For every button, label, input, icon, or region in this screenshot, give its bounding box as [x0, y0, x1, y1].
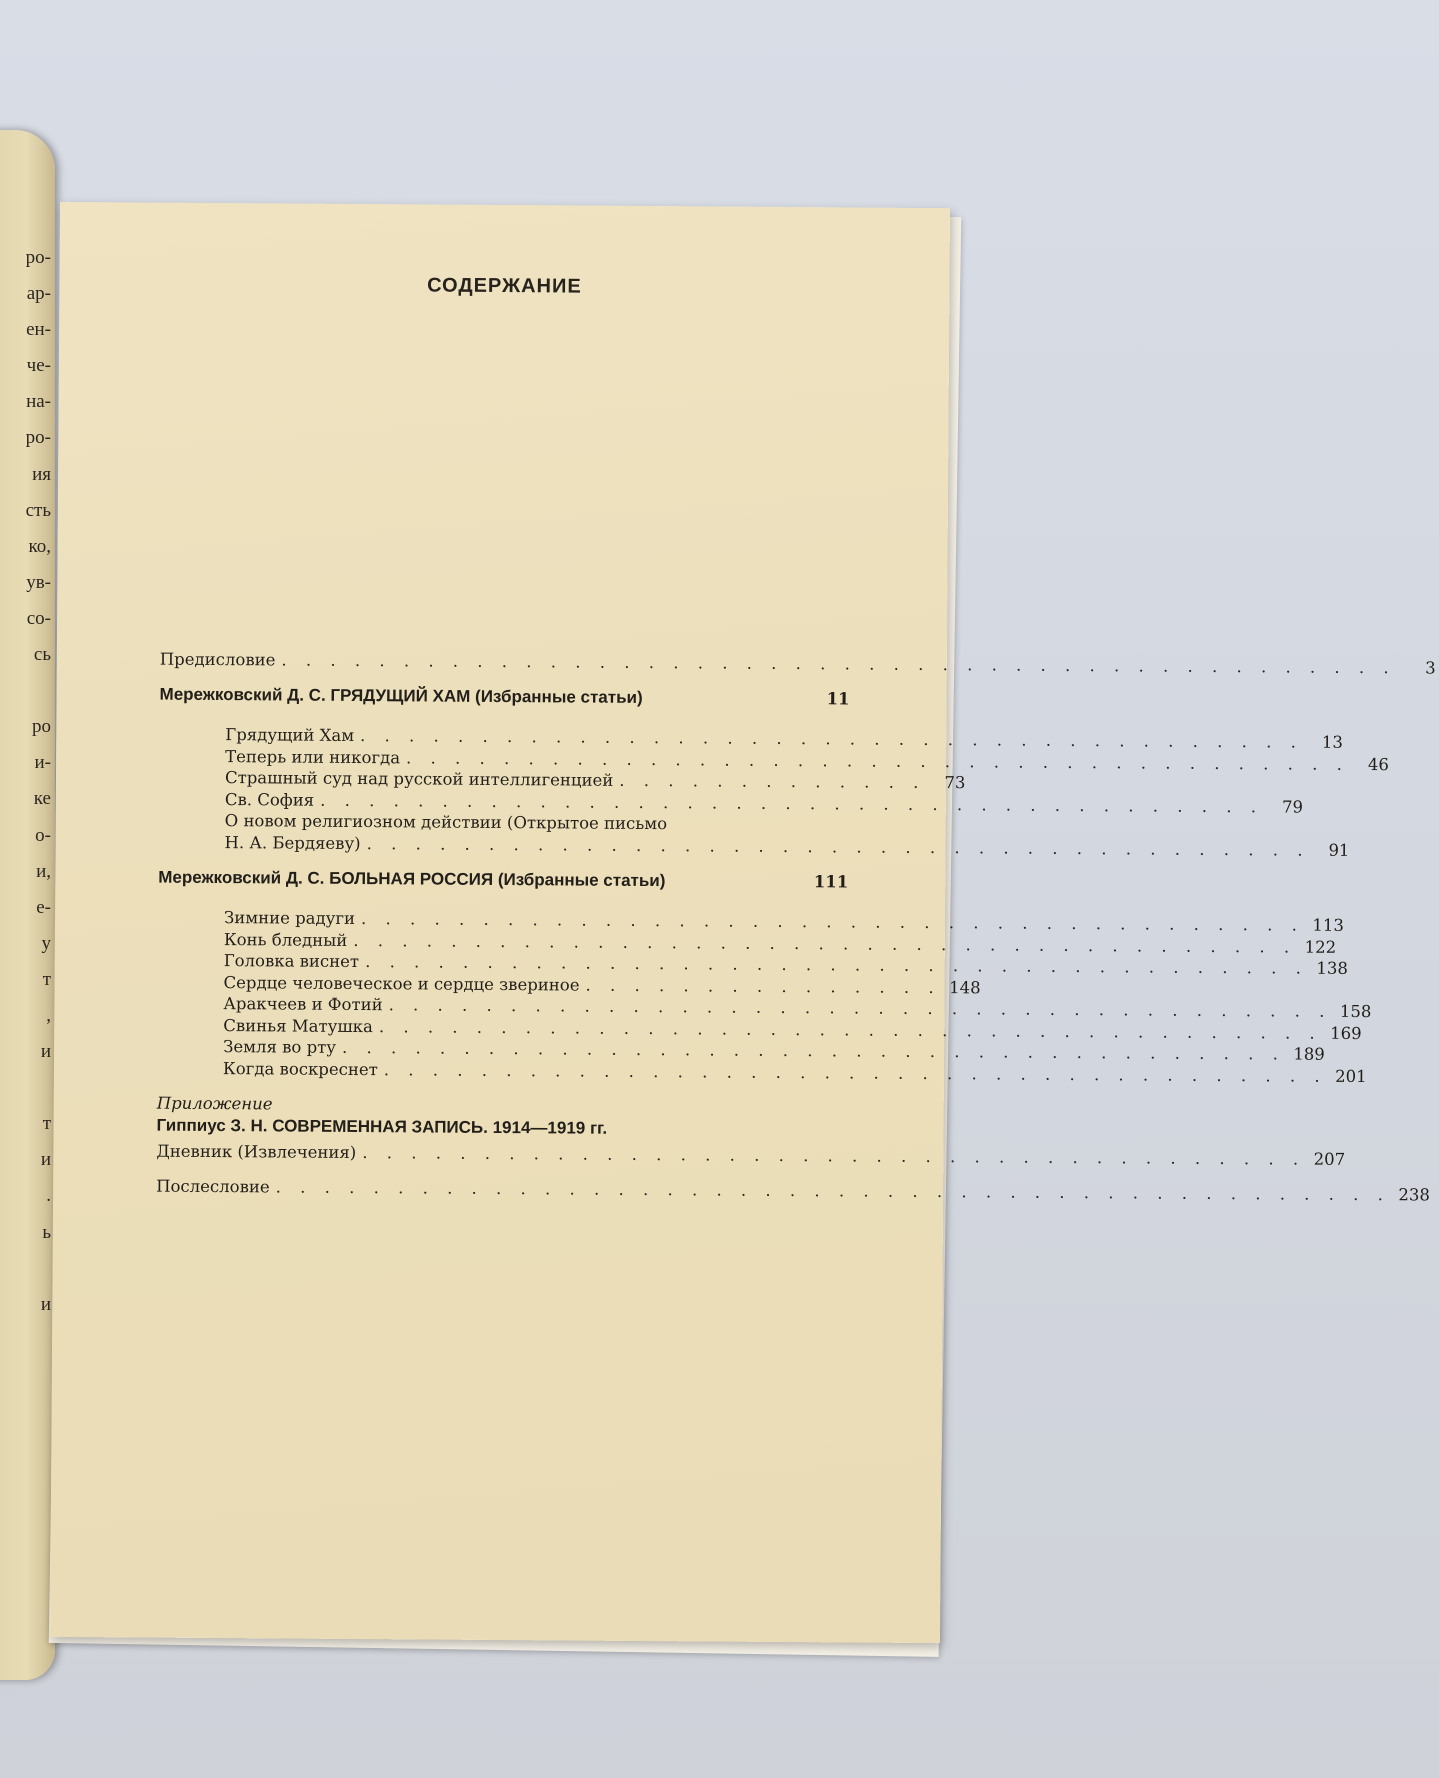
toc-entry-title: Головка виснет — [223, 951, 360, 972]
leader-dots: . . . . . . . . . . . . . . . . . . . . . . . . . . . . . . . . . . . . . . . — [388, 995, 1332, 1021]
leader-dots: . . . . . . . . . . . . . . . . . . . . . . . . . . . . . . . . . . . . . . . — [365, 952, 1309, 978]
leader-dots: . . . . . . . . . . . . . . . . . . . . . . . . . . . . . . . . . . . . . . . . . . . . . . — [275, 1177, 1391, 1205]
toc-entry-title: Аракчеев и Фотий — [223, 994, 383, 1015]
toc-entry-title: О новом религиозном действии (Открытое письмо — [224, 811, 668, 834]
toc-entry-title: Когда воскреснет — [222, 1058, 378, 1079]
appendix-label: Приложение — [156, 1093, 273, 1114]
toc-page-number: 79 — [1281, 796, 1304, 817]
toc-page-number: 11 — [826, 689, 850, 709]
toc-page-number: 113 — [1312, 915, 1344, 935]
toc-page-number: 46 — [1367, 754, 1389, 774]
leader-dots: . . . . . . . . . . . . . . . . . . . . . . . . . . . . . . . . . . . . . . . — [353, 930, 1297, 957]
toc-page-number: 73 — [944, 773, 966, 793]
toc-page-number: 169 — [1330, 1023, 1362, 1043]
facing-page — [0, 130, 55, 1680]
toc-section-title: Мережковский Д. С. БОЛЬНАЯ РОССИЯ (Избранные статьи) — [158, 867, 666, 891]
leader-dots: . . . . . . . . . . . . . . . . . . . . . . . . . . . . . . . . . . . . . . . — [362, 1143, 1306, 1169]
toc-entry-title: Грядущий Хам — [225, 725, 355, 745]
toc-entry-title: Сердце человеческое и сердце звериное — [223, 972, 580, 995]
toc-entry-afterword — [156, 1176, 1431, 1208]
toc-page-number: 148 — [949, 977, 981, 997]
toc-entry-title: Св. София — [224, 789, 315, 810]
toc-page-number: 201 — [1335, 1066, 1367, 1086]
leader-dots: . . . . . . . . . . . . . . . . . . . . . . . . . . . . . . . . . . . . . . . — [341, 1037, 1285, 1064]
leader-dots: . . . . . . . . . . . . . . . . . . . . . . . . . . . . . . . . . . . . . . . — [360, 726, 1303, 752]
toc-entry-title: Предисловие — [159, 649, 276, 670]
toc-entry-title: Страшный суд над русской интеллигенцией — [224, 768, 614, 790]
leader-dots: . . . . . . . . . . . . . . . . . . . . . . . . . . . . . . . . . . . . . . . . . . . . . . — [281, 650, 1396, 678]
toc-entry-title: Зимние радуги — [223, 908, 356, 928]
leader-dots: . . . . . . . . . . . . . — [619, 770, 926, 792]
toc-entry-title: Дневник (Извлечения) — [156, 1141, 357, 1163]
toc-section-title: Мережковский Д. С. ГРЯДУЩИЙ ХАМ (Избранные статьи) — [159, 684, 643, 707]
toc-entry-title: Свинья Матушка — [223, 1015, 373, 1036]
toc-page-number: 138 — [1316, 958, 1349, 978]
toc-page-number: 189 — [1293, 1044, 1325, 1064]
toc-entry-title: Земля во рту — [223, 1037, 337, 1057]
toc-entry-title: Теперь или никогда — [225, 746, 401, 767]
toc-page-number: 3 — [1425, 658, 1436, 678]
toc-page-number: 13 — [1321, 732, 1343, 752]
leader-dots: . . . . . . . . . . . . . . . . . . . . . . . . . . . . . . . . . . . . . . . — [378, 1016, 1322, 1043]
toc-page-number: 158 — [1339, 1001, 1372, 1022]
toc-entry-title: Конь бледный — [223, 929, 348, 950]
leader-dots: . . . . . . . . . . . . . . . . . . . . . . . . . . . . . . . . . . . . . . . — [406, 747, 1349, 774]
toc-page-number: 238 — [1398, 1185, 1431, 1205]
leader-dots: . . . . . . . . . . . . . . . . . . . . . . . . . . . . . . . . . . . . . . . — [383, 1059, 1327, 1086]
contents-page — [50, 202, 1436, 1643]
toc-entry-title: Послесловие — [156, 1176, 270, 1197]
toc-page-number: 207 — [1313, 1149, 1346, 1169]
toc-page-number: 111 — [813, 872, 849, 892]
table-of-contents — [156, 649, 1436, 1208]
toc-entry-title: Н. А. Бердяеву) — [224, 832, 361, 853]
leader-dots: . . . . . . . . . . . . . . . . . . . . . . . . . . . . . . . . . . . . . . . — [360, 909, 1304, 935]
toc-page-number: 122 — [1304, 937, 1337, 957]
page-title: СОДЕРЖАНИЕ — [427, 274, 582, 298]
toc-page-number: 91 — [1328, 840, 1350, 860]
leader-dots: . . . . . . . . . . . . . . . . . . . . . . . . . . . . . . . . . . . . . . . — [366, 833, 1310, 860]
facing-page-text: ро- ар- ен- че- на- ро- ия сть ко, ув- со- сь ро и- ке о- и, е- у т , и т и . ь и — [25, 247, 51, 1315]
leader-dots: . . . . . . . . . . . . . . . — [585, 975, 941, 997]
leader-dots: . . . . . . . . . . . . . . . . . . . . . . . . . . . . . . . . . . . . . . . — [320, 790, 1264, 816]
toc-section-title: Гиппиус З. Н. СОВРЕМЕННАЯ ЗАПИСЬ. 1914—1919 гг. — [156, 1115, 608, 1138]
